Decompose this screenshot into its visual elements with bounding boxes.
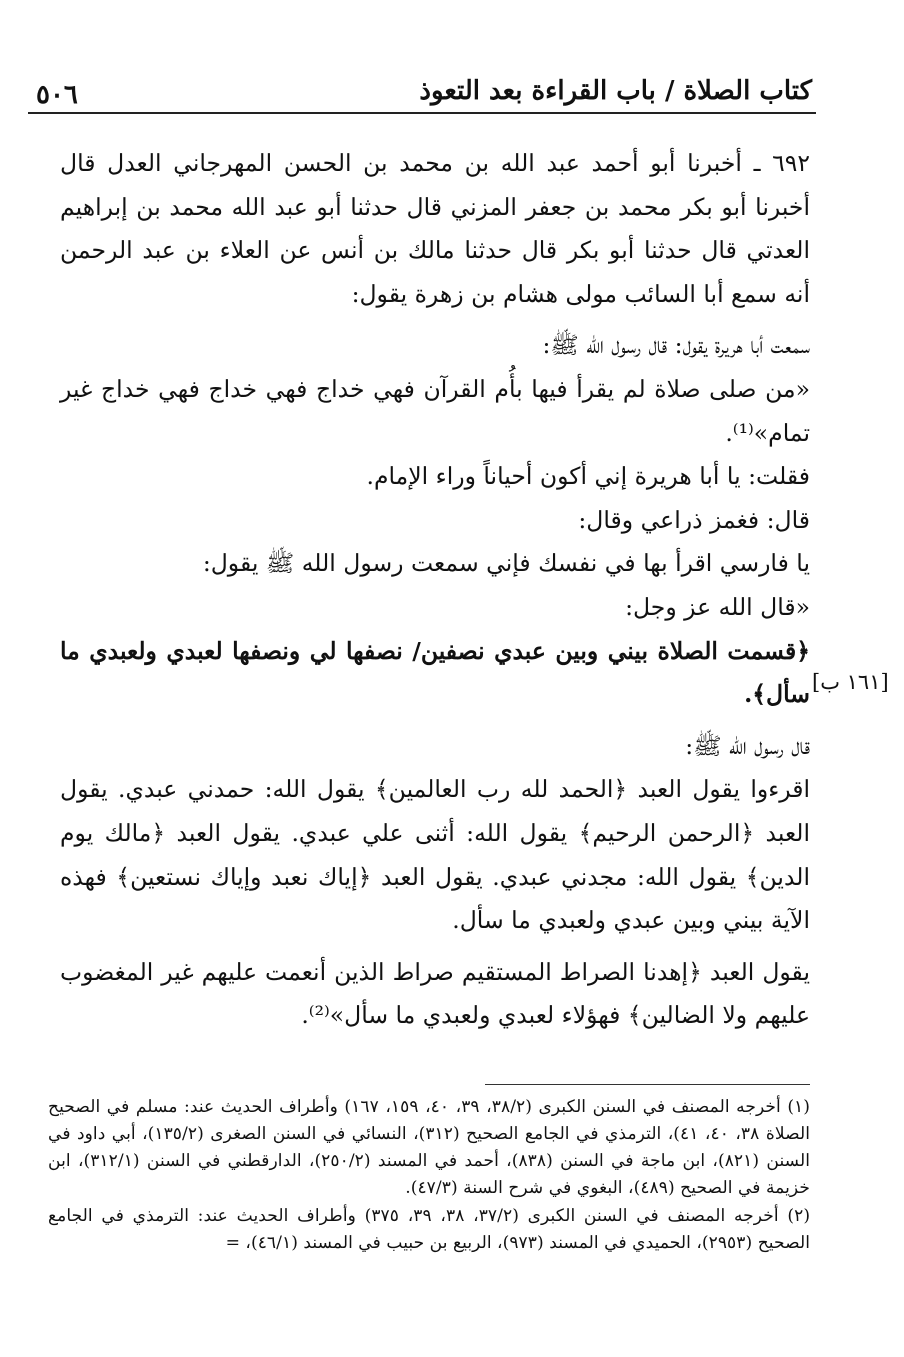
footnote-divider bbox=[485, 1084, 810, 1085]
hadith-qudsi-paragraph: ﴿قسمت الصلاة بيني وبين عبدي نصفين/ نصفها لي ونصفها لعبدي ولعبدي ما سأل﴾. bbox=[60, 636, 810, 709]
hadith-isnad-paragraph: ٦٩٢ ـ أخبرنا أبو أحمد عبد الله بن محمد بن الحسن المهرجاني العدل قال أخبرنا أبو بكر محمد بن جعفر المزني قال حدثنا أبو عبد الله محمد بن إبراهيم العدتي قال حدثنا أبو بكر قال حدثنا مالك بن أنس عن العلاء بن عبد الرحمن أنه سمع أبا السائب مولى هشام بن زهرة يقول: bbox=[60, 149, 810, 308]
footnote-2: (٢) أخرجه المصنف في السنن الكبرى (٣٧/٢، ٣٨، ٣٩، ٣٧٥) وأطراف الحديث عند: الترمذي في الجامع الصحيح (٢٩٥٣)، الحميدي في المسند (٩٧٣)، الربيع بن حبيب في المسند (٤٦/١)، = bbox=[48, 1206, 811, 1253]
page-number: ٥٠٦ bbox=[36, 80, 78, 110]
narration-line: قال رسول الله ﷺ: bbox=[685, 731, 810, 760]
narration-line: فقلت: يا أبا هريرة إني أكون أحياناً وراء الإمام. bbox=[366, 462, 810, 491]
narration-line: قال: فغمز ذراعي وقال: bbox=[578, 505, 810, 534]
margin-folio-note: [١٦١ ب] bbox=[812, 670, 889, 694]
page-header bbox=[28, 62, 816, 114]
footnotes bbox=[48, 1094, 810, 1257]
narration-line: سمعت أبا هريرة يقول: قال رسول الله ﷺ: bbox=[542, 331, 810, 360]
main-text bbox=[60, 142, 810, 1038]
fatiha-closing-paragraph: يقول العبد ﴿إهدنا الصراط المستقيم صراط الذين أنعمت عليهم غير المغضوب عليهم ولا الضالين﴾ فهؤلاء لعبدي ولعبدي ما سأل»⁽²⁾. bbox=[60, 957, 810, 1030]
narration-line: يا فارسي اقرأ بها في نفسك فإني سمعت رسول الله ﷺ يقول: bbox=[202, 549, 810, 578]
fatiha-dialogue-paragraph: اقرءوا يقول العبد ﴿الحمد لله رب العالمين﴾ يقول الله: حمدني عبدي. يقول العبد ﴿الرحمن الرحيم﴾ يقول الله: أثنى علي عبدي. يقول العبد ﴿مالك يوم الدين﴾ يقول الله: مجدني عبدي. يقول العبد ﴿إياك نعبد وإياك نستعين﴾ فهذه الآية بيني وبين عبدي ولعبدي ما سأل. bbox=[60, 775, 810, 935]
hadith-quote-paragraph: «من صلى صلاة لم يقرأ فيها بأُم القرآن فهي خداج فهي خداج فهي خداج غير تمام»⁽¹⁾. bbox=[60, 374, 810, 447]
running-head: كتاب الصلاة / باب القراءة بعد التعوذ bbox=[419, 76, 812, 106]
narration-line: «قال الله عز وجل: bbox=[625, 592, 810, 621]
footnote-1: (١) أخرجه المصنف في السنن الكبرى (٣٨/٢، ٣٩، ٤٠، ١٥٩، ١٦٧) وأطراف الحديث عند: مسلم في الصحيح الصلاة ٣٨، ٤٠، ٤١)، الترمذي في الجامع الصحيح (٣١٢)، النسائي في السنن الصغرى (١٣٥/٢)، أبي داود في السنن (٨٢١)، ابن ماجة في السنن (٨٣٨)، أحمد في المسند (٢٥٠/٢)، الدارقطني في السنن (٣١٢/١)، ابن خزيمة في الصحيح (٤٨٩)، البغوي في شرح السنة (٤٧/٣). bbox=[48, 1097, 811, 1198]
